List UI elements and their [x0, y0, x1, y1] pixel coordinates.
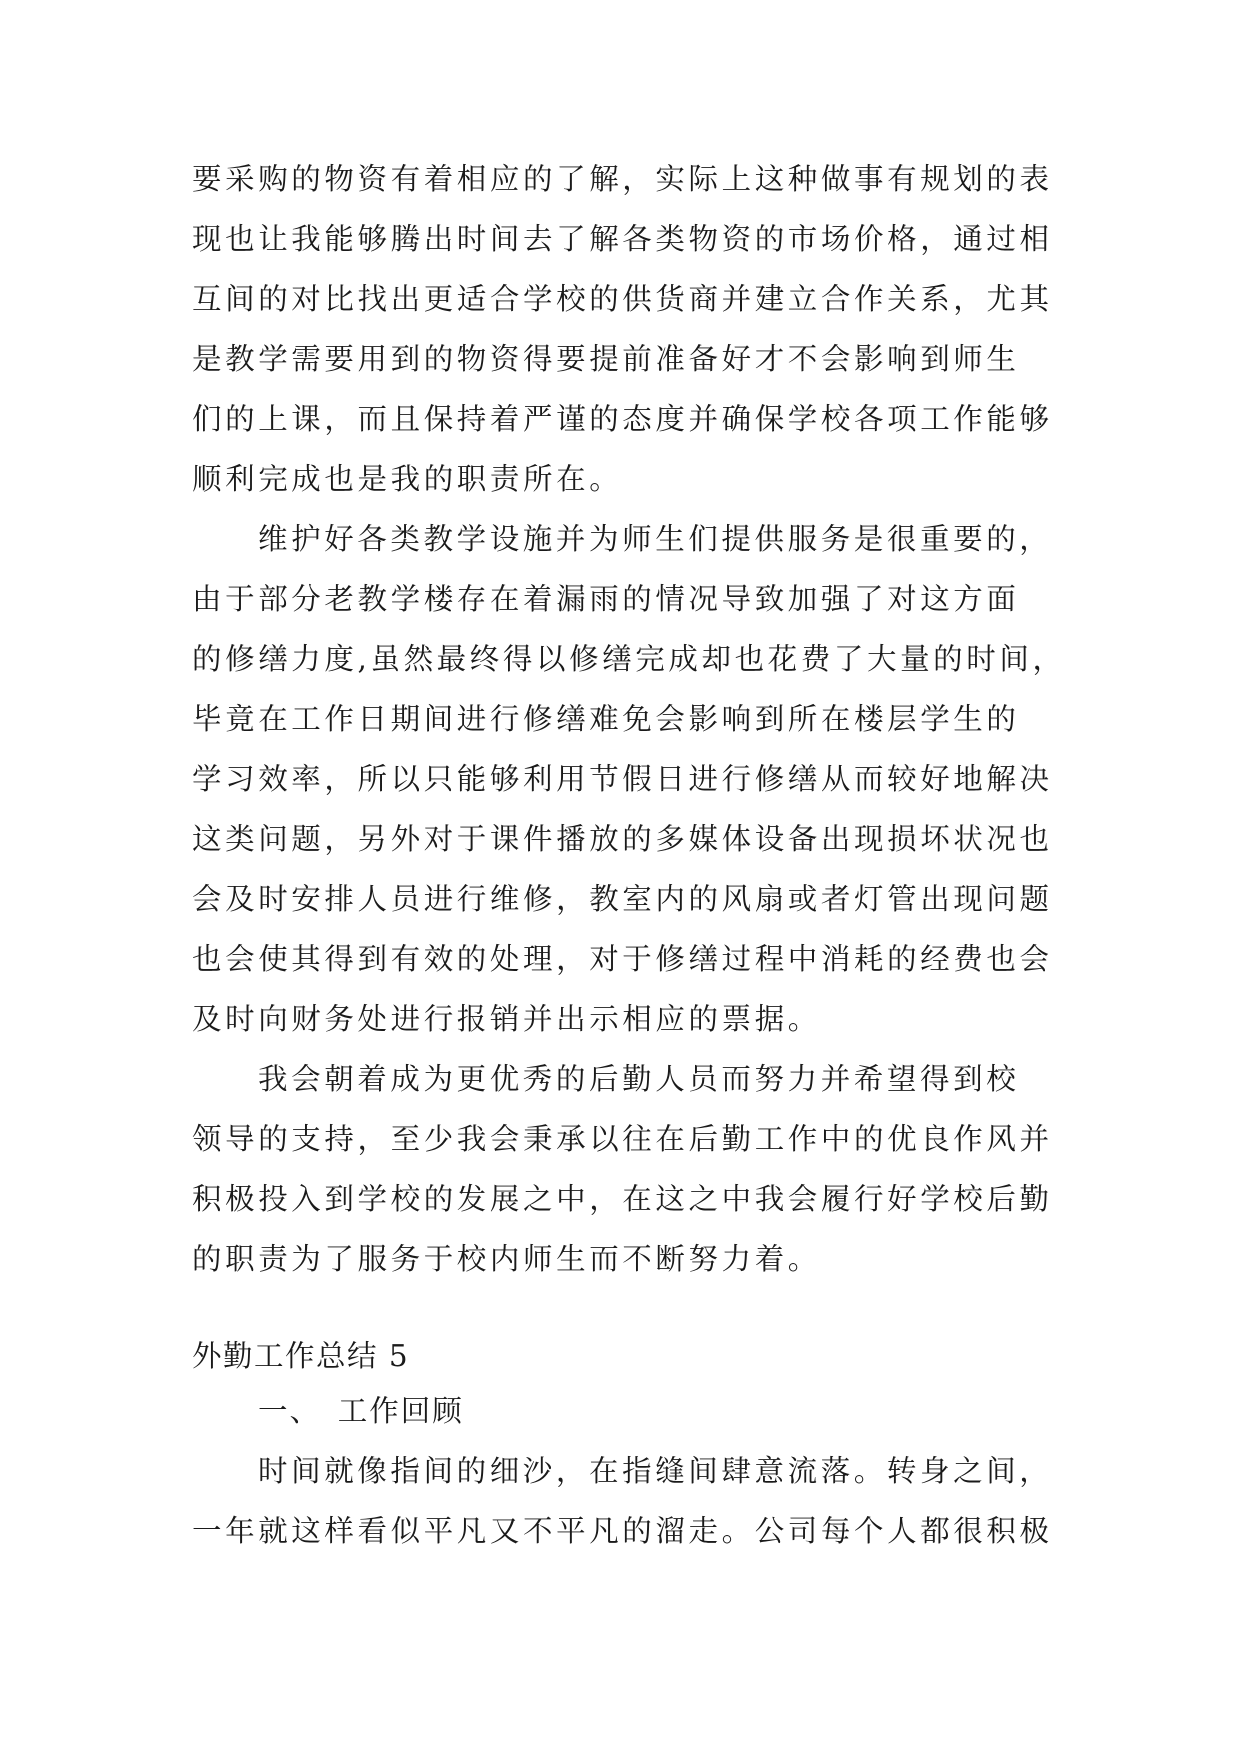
text-line: 这类问题，另外对于课件播放的多媒体设备出现损坏状况也 — [192, 822, 1053, 856]
text-line: 学习效率，所以只能够利用节假日进行修缮从而较好地解决 — [192, 762, 1053, 796]
text-line: 积极投入到学校的发展之中，在这之中我会履行好学校后勤 — [192, 1182, 1053, 1216]
text-line: 互间的对比找出更适合学校的供货商并建立合作关系，尤其 — [192, 282, 1053, 316]
text-line: 会及时安排人员进行维修，教室内的风扇或者灯管出现问题 — [192, 882, 1053, 916]
text-line: 由于部分老教学楼存在着漏雨的情况导致加强了对这方面 — [192, 582, 1020, 616]
text-line: 也会使其得到有效的处理，对于修缮过程中消耗的经费也会 — [192, 942, 1053, 976]
subsection-heading: 一、 工作回顾 — [258, 1394, 464, 1428]
text-line: 要采购的物资有着相应的了解，实际上这种做事有规划的表 — [192, 162, 1053, 196]
paragraph-first-line: 维护好各类教学设施并为师生们提供服务是很重要的， — [258, 522, 1053, 556]
section-heading: 外勤工作总结 5 — [192, 1339, 410, 1373]
text-line: 们的上课，而且保持着严谨的态度并确保学校各项工作能够 — [192, 402, 1053, 436]
text-line: 现也让我能够腾出时间去了解各类物资的市场价格，通过相 — [192, 222, 1053, 256]
text-line: 领导的支持，至少我会秉承以往在后勤工作中的优良作风并 — [192, 1122, 1053, 1156]
text-line: 毕竟在工作日期间进行修缮难免会影响到所在楼层学生的 — [192, 702, 1020, 736]
paragraph-first-line: 时间就像指间的细沙，在指缝间肆意流落。转身之间， — [258, 1454, 1053, 1488]
text-line: 是教学需要用到的物资得要提前准备好才不会影响到师生 — [192, 342, 1020, 376]
text-line: 及时向财务处进行报销并出示相应的票据。 — [192, 1002, 821, 1036]
text-line: 的修缮力度,虽然最终得以修缮完成却也花费了大量的时间， — [192, 642, 1066, 676]
paragraph-first-line: 我会朝着成为更优秀的后勤人员而努力并希望得到校 — [258, 1062, 1020, 1096]
text-line: 顺利完成也是我的职责所在。 — [192, 462, 623, 496]
text-line: 的职责为了服务于校内师生而不断努力着。 — [192, 1242, 821, 1276]
text-line: 一年就这样看似平凡又不平凡的溜走。公司每个人都很积极 — [192, 1514, 1053, 1548]
